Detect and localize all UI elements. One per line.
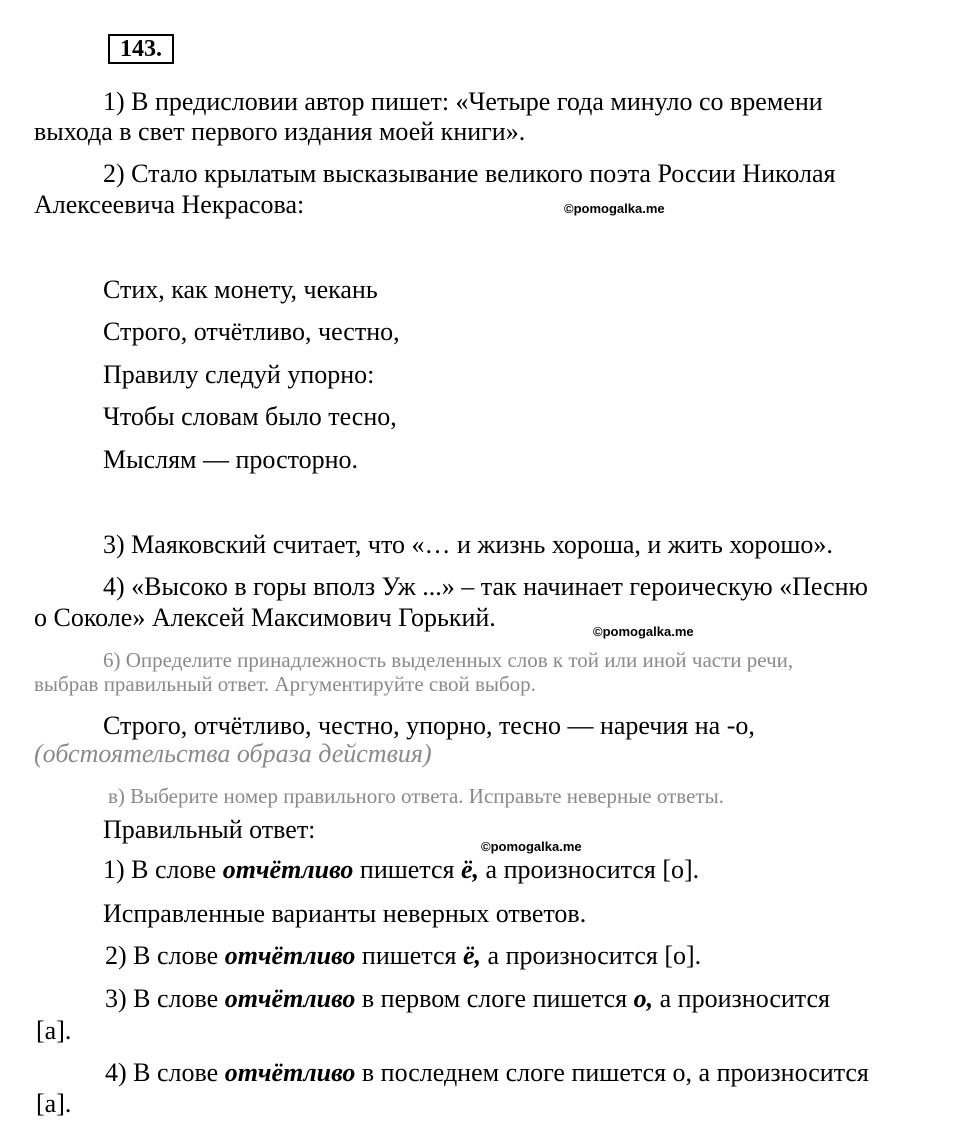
answer-3-pre: 3) В слове — [105, 984, 225, 1013]
item-2-line-1: 2) Стало крылатым высказывание великого поэта России Николая — [103, 159, 836, 188]
answer-2-pre: 2) В слове — [105, 941, 225, 970]
answer-2-word: отчётливо — [224, 941, 356, 970]
item-1-line-1: 1) В предисловии автор пишет: «Четыре года минуло со времени — [103, 87, 823, 116]
answer-4-pre: 4) В слове — [105, 1058, 225, 1087]
answer-b-line-1: Строго, отчётливо, честно, упорно, тесно — наречия на -о, — [103, 711, 755, 740]
correct-answer-label: Правильный ответ: — [103, 815, 316, 844]
answer-3-line-1 — [105, 984, 830, 1014]
item-2-line-2: Алексеевича Некрасова: — [34, 190, 305, 219]
item-1-line-2: выхода в свет первого издания моей книги». — [34, 117, 526, 146]
answer-1 — [103, 855, 699, 885]
answer-1-post: а произносится [о]. — [479, 855, 700, 884]
answer-3-word: отчётливо — [224, 984, 356, 1013]
poem-line: Мыслям — просторно. — [103, 445, 359, 474]
watermark: ©pomogalka.me — [481, 839, 582, 854]
watermark: ©pomogalka.me — [593, 624, 694, 639]
corrected-label: Исправленные варианты неверных ответов. — [103, 899, 587, 928]
answer-1-letter: ё, — [460, 855, 480, 884]
answer-b-line-2: (обстоятельства образа действия) — [34, 739, 432, 768]
answer-3-post: а произносится — [653, 984, 830, 1013]
answer-1-mid: пишется — [353, 855, 461, 884]
answer-2-letter: ё, — [462, 941, 482, 970]
answer-3-letter: о, — [633, 984, 654, 1013]
task-c: в) Выберите номер правильного ответа. Исправьте неверные ответы. — [108, 784, 724, 808]
exercise-number: 143. — [108, 34, 174, 64]
task-b-line-2: выбрав правильный ответ. Аргументируйте свой выбор. — [34, 672, 536, 696]
item-3: 3) Маяковский считает, что «… и жизнь хороша, и жить хорошо». — [103, 530, 833, 559]
answer-4-post: в последнем слоге пишется о, а произносится — [355, 1058, 869, 1087]
answer-1-pre: 1) В слове — [103, 855, 223, 884]
answer-2-mid: пишется — [355, 941, 463, 970]
answer-2-post: а произносится [о]. — [481, 941, 702, 970]
answer-4-line-2: [а]. — [36, 1089, 72, 1118]
poem-line: Стих, как монету, чекань — [103, 275, 378, 304]
watermark: ©pomogalka.me — [564, 201, 665, 216]
task-b-line-1: 6) Определите принадлежность выделенных слов к той или иной части речи, — [103, 648, 794, 672]
poem-line: Чтобы словам было тесно, — [103, 402, 397, 431]
poem-line: Строго, отчётливо, честно, — [103, 317, 400, 346]
item-4-line-1: 4) «Высоко в горы вполз Уж ...» – так начинает героическую «Песню — [103, 572, 868, 601]
answer-4-word: отчётливо — [224, 1058, 356, 1087]
answer-2 — [105, 941, 701, 971]
answer-4-line-1 — [105, 1058, 869, 1088]
poem-line: Правилу следуй упорно: — [103, 360, 375, 389]
item-4-line-2: о Соколе» Алексей Максимович Горький. — [34, 603, 496, 632]
answer-3-line-2: [а]. — [36, 1016, 72, 1045]
answer-1-word: отчётливо — [222, 855, 354, 884]
answer-3-mid: в первом слоге пишется — [355, 984, 634, 1013]
